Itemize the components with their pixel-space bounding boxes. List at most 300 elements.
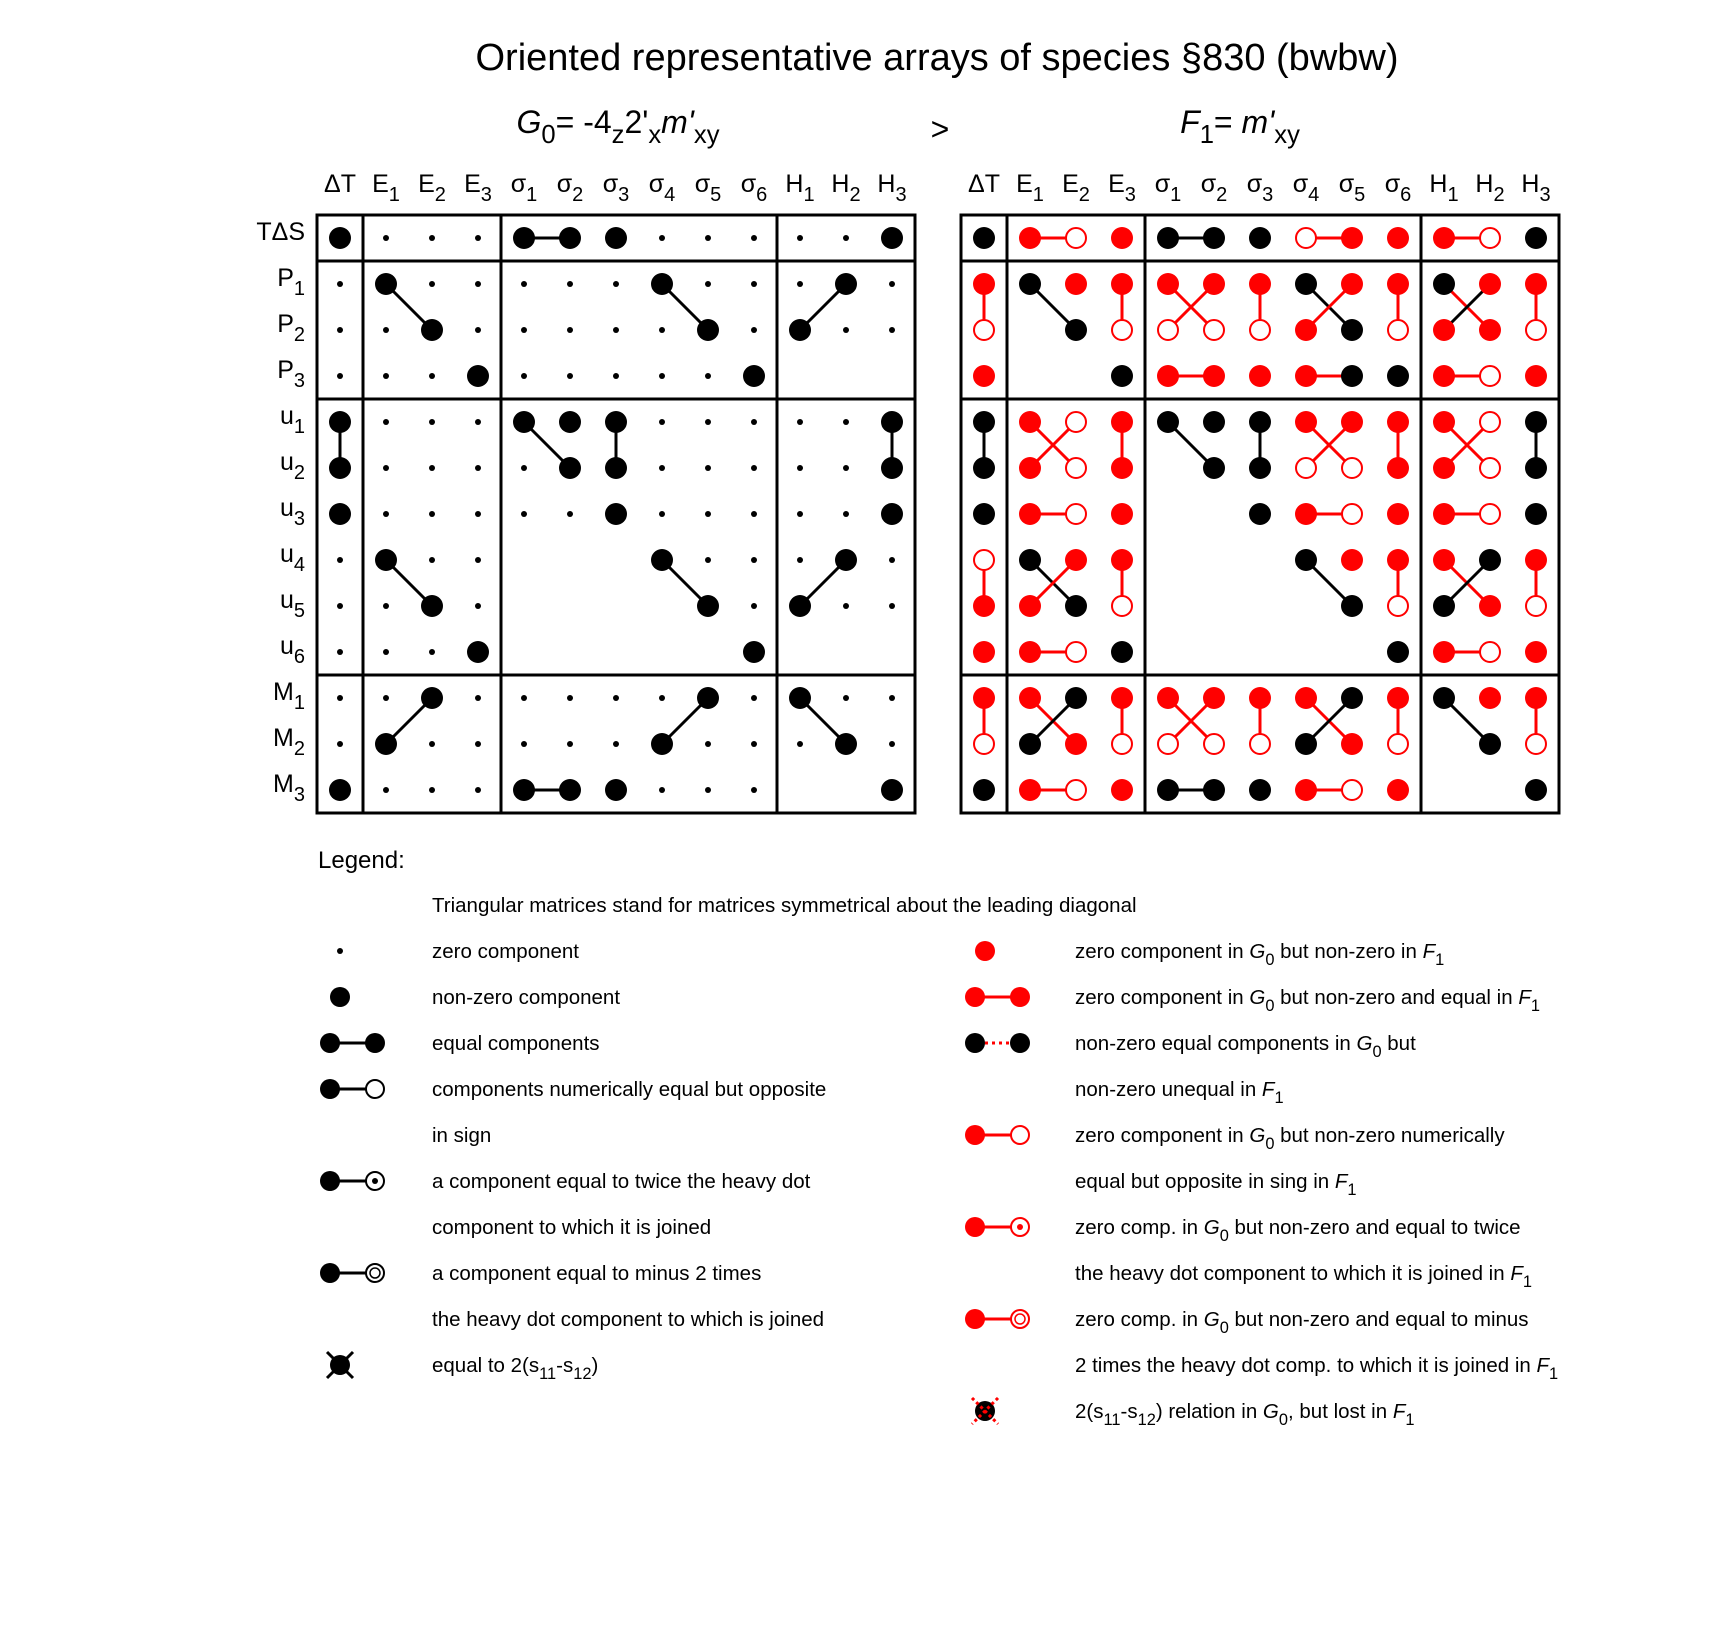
red-open-component-dot <box>1480 366 1500 386</box>
zero-component-dot <box>475 557 481 563</box>
red-open-component-dot <box>1480 228 1500 248</box>
nonzero-component-dot <box>375 733 397 755</box>
red-minus-two-pair-symbol <box>965 1309 1029 1329</box>
zero-component-dot <box>705 281 711 287</box>
zero-component-dot <box>751 465 757 471</box>
zero-component-dot <box>429 741 435 747</box>
zero-component-dot <box>567 511 573 517</box>
red-component-dot <box>1249 365 1271 387</box>
zero-component-dot <box>705 511 711 517</box>
red-open-component-dot <box>1066 458 1086 478</box>
nonzero-component-dot <box>1019 273 1041 295</box>
black-dotted-pair-symbol <box>965 1033 1030 1053</box>
red-component-dot <box>1387 411 1409 433</box>
nonzero-component-dot <box>1295 549 1317 571</box>
red-component-dot <box>1387 273 1409 295</box>
red-component-dot <box>1249 687 1271 709</box>
zero-component-dot <box>705 235 711 241</box>
nonzero-component-dot <box>1249 457 1271 479</box>
zero-component-dot <box>383 695 389 701</box>
nonzero-component-dot <box>1433 595 1455 617</box>
nonzero-component-dot <box>329 779 351 801</box>
red-open-component-dot <box>1204 734 1224 754</box>
red-component-dot <box>1019 227 1041 249</box>
red-component-dot <box>1111 411 1133 433</box>
column-header: $E_3$ <box>1108 170 1136 206</box>
zero-component-dot <box>751 787 757 793</box>
opposite-pair-symbol <box>320 1079 384 1099</box>
red-component-dot <box>1203 273 1225 295</box>
nonzero-component-dot <box>1111 641 1133 663</box>
nonzero-component-dot <box>605 503 627 525</box>
red-component-dot <box>1111 503 1133 525</box>
red-component-dot <box>1387 549 1409 571</box>
nonzero-component-dot <box>835 549 857 571</box>
zero-component-dot <box>383 787 389 793</box>
array-f1 <box>961 170 1559 813</box>
nonzero-component-dot <box>329 503 351 525</box>
red-component-dot <box>1433 641 1455 663</box>
nonzero-component-dot <box>559 227 581 249</box>
column-header: $\sigma_2$ <box>1200 170 1228 206</box>
column-header: $\sigma_3$ <box>602 170 630 206</box>
row-label: $u_5$ <box>279 586 305 622</box>
red-component-dot <box>1341 549 1363 571</box>
zero-component-dot <box>705 465 711 471</box>
column-header: $\sigma_3$ <box>1246 170 1274 206</box>
column-header: ΔT <box>968 170 1000 198</box>
legend-item-text: non-zero unequal in $F_1$ <box>1075 1078 1284 1107</box>
zero-component-dot <box>889 695 895 701</box>
zero-component-dot <box>797 419 803 425</box>
zero-component-dot <box>475 419 481 425</box>
nonzero-component-dot <box>1157 779 1179 801</box>
zero-component-dot <box>337 373 343 379</box>
nonzero-component-dot <box>881 457 903 479</box>
red-open-component-dot <box>1480 504 1500 524</box>
red-opposite-pair-symbol <box>965 1125 1029 1145</box>
red-component-dot <box>1525 641 1547 663</box>
column-header: $\sigma_4$ <box>648 170 676 206</box>
row-label: $P_3$ <box>277 356 305 392</box>
nonzero-component-dot <box>1157 411 1179 433</box>
nonzero-component-dot <box>421 595 443 617</box>
column-header: $\sigma_4$ <box>1292 170 1320 206</box>
zero-component-dot <box>797 511 803 517</box>
red-open-component-dot <box>1388 596 1408 616</box>
zero-component-dot <box>475 603 481 609</box>
nonzero-component-dot <box>421 319 443 341</box>
zero-component-dot <box>337 281 343 287</box>
red-component-dot <box>1157 365 1179 387</box>
nonzero-component-dot <box>559 411 581 433</box>
nonzero-component-dot <box>605 411 627 433</box>
nonzero-component-dot <box>1525 457 1547 479</box>
zero-component-dot <box>429 419 435 425</box>
red-component-dot <box>973 365 995 387</box>
nonzero-component-dot <box>329 411 351 433</box>
zero-component-dot <box>383 235 389 241</box>
zero-component-dot <box>475 465 481 471</box>
nonzero-component-dot <box>697 687 719 709</box>
zero-component-dot <box>567 327 573 333</box>
zero-component-dot <box>567 741 573 747</box>
zero-component-dot <box>613 373 619 379</box>
red-component-dot <box>1387 687 1409 709</box>
red-component-dot <box>1387 779 1409 801</box>
zero-component-dot <box>475 741 481 747</box>
nonzero-component-dot <box>1203 411 1225 433</box>
red-open-component-dot <box>1112 734 1132 754</box>
red-component-dot <box>1019 595 1041 617</box>
red-open-component-dot <box>1066 412 1086 432</box>
zero-component-dot <box>337 741 343 747</box>
zero-component-dot <box>659 419 665 425</box>
zero-component-dot <box>521 741 527 747</box>
legend-item-text: non-zero equal components in $G_0$ but <box>1075 1032 1416 1061</box>
nonzero-component-dot <box>881 503 903 525</box>
red-component-dot <box>1341 411 1363 433</box>
red-component-dot <box>1479 273 1501 295</box>
row-label: $u_1$ <box>279 402 305 438</box>
zero-component-dot <box>751 419 757 425</box>
red-component-dot <box>1249 273 1271 295</box>
red-component-dot <box>1065 273 1087 295</box>
red-component-dot <box>1019 411 1041 433</box>
zero-component-dot <box>613 695 619 701</box>
nonzero-component-dot <box>973 457 995 479</box>
column-header: $H_2$ <box>1475 170 1505 206</box>
zero-component-dot <box>889 557 895 563</box>
column-header: $H_1$ <box>785 170 815 206</box>
zero-component-dot <box>751 741 757 747</box>
red-component-dot <box>1019 641 1041 663</box>
zero-component-dot <box>337 603 343 609</box>
red-component-dot <box>1065 549 1087 571</box>
legend-item-text: the heavy dot component to which it is joined in $F_1$ <box>1075 1262 1532 1291</box>
red-component-dot <box>1157 687 1179 709</box>
row-label: $M_3$ <box>273 770 305 806</box>
row-label: $u_6$ <box>279 632 305 668</box>
red-component-dot <box>973 641 995 663</box>
zero-component-dot <box>521 327 527 333</box>
legend-item-text: $2(s_{11}-s_{12})$ relation in $G_0$, but lost in $F_1$ <box>1075 1400 1415 1429</box>
nonzero-component-dot <box>1295 733 1317 755</box>
red-component-dot <box>1203 365 1225 387</box>
red-open-component-dot <box>974 734 994 754</box>
red-component-dot <box>1111 687 1133 709</box>
zero-component-dot <box>613 327 619 333</box>
group-formula: $G_0= -4_z2'_xm'_{xy}$ <box>516 104 720 149</box>
nonzero-component-dot <box>651 273 673 295</box>
column-header: $E_2$ <box>418 170 446 206</box>
nonzero-component-dot <box>651 549 673 571</box>
column-header: $E_1$ <box>1016 170 1044 206</box>
zero-component-dot <box>843 235 849 241</box>
group-formula: $F_1= m'_{xy}$ <box>1180 104 1300 149</box>
red-dot-symbol <box>975 941 995 961</box>
zero-component-dot <box>797 281 803 287</box>
red-component-dot <box>1479 687 1501 709</box>
nonzero-component-dot <box>375 273 397 295</box>
nonzero-component-dot <box>789 595 811 617</box>
column-header: $\sigma_2$ <box>556 170 584 206</box>
zero-component-dot <box>659 373 665 379</box>
zero-component-dot <box>429 281 435 287</box>
nonzero-component-dot <box>513 779 535 801</box>
legend-note: Triangular matrices stand for matrices symmetrical about the leading diagonal <box>432 894 1137 917</box>
red-component-dot <box>1479 595 1501 617</box>
nonzero-component-dot <box>375 549 397 571</box>
nonzero-component-dot <box>1065 319 1087 341</box>
zero-component-dot <box>429 649 435 655</box>
nonzero-component-dot <box>1479 733 1501 755</box>
nonzero-component-dot <box>1295 273 1317 295</box>
nonzero-component-dot <box>1433 687 1455 709</box>
nonzero-component-dot <box>835 733 857 755</box>
zero-component-dot <box>843 603 849 609</box>
red-component-dot <box>1295 779 1317 801</box>
zero-component-dot <box>613 741 619 747</box>
red-component-dot <box>1433 227 1455 249</box>
legend-heading: Legend: <box>318 847 405 874</box>
nonzero-component-dot <box>467 641 489 663</box>
red-open-component-dot <box>1388 320 1408 340</box>
red-component-dot <box>1019 687 1041 709</box>
nonzero-component-dot <box>1525 227 1547 249</box>
zero-component-dot <box>705 787 711 793</box>
nonzero-component-dot <box>1203 457 1225 479</box>
zero-component-dot <box>659 465 665 471</box>
right-group-label <box>1180 104 1300 149</box>
zero-component-dot <box>889 603 895 609</box>
red-open-component-dot <box>1066 228 1086 248</box>
zero-component-dot <box>429 373 435 379</box>
zero-component-dot <box>889 327 895 333</box>
nonzero-component-dot <box>1249 411 1271 433</box>
zero-component-dot <box>843 419 849 425</box>
zero-component-dot <box>843 695 849 701</box>
zero-component-dot <box>429 557 435 563</box>
red-component-dot <box>1295 411 1317 433</box>
column-header: $\sigma_1$ <box>1154 170 1182 206</box>
nonzero-component-dot <box>1065 687 1087 709</box>
red-component-dot <box>1387 503 1409 525</box>
nonzero-component-dot <box>973 411 995 433</box>
zero-component-dot <box>613 281 619 287</box>
twice-pair-symbol <box>320 1171 384 1191</box>
nonzero-component-dot <box>1249 227 1271 249</box>
red-open-component-dot <box>1066 642 1086 662</box>
nonzero-component-dot <box>697 595 719 617</box>
zero-component-dot <box>475 281 481 287</box>
red-open-component-dot <box>1158 734 1178 754</box>
zero-component-dot <box>521 373 527 379</box>
relation-symbol: > <box>930 111 950 147</box>
nonzero-component-dot <box>513 411 535 433</box>
red-component-dot <box>1387 227 1409 249</box>
zero-component-dot <box>659 327 665 333</box>
legend <box>318 847 1558 1429</box>
red-component-dot <box>1019 779 1041 801</box>
zero-component-dot <box>705 419 711 425</box>
nonzero-component-dot <box>559 779 581 801</box>
nonzero-component-dot <box>1525 411 1547 433</box>
nonzero-component-dot <box>697 319 719 341</box>
zero-component-dot <box>843 511 849 517</box>
zero-component-dot <box>797 557 803 563</box>
legend-item-text: a component equal to twice the heavy dot <box>432 1170 811 1193</box>
red-component-dot <box>1525 273 1547 295</box>
red-component-dot <box>1111 273 1133 295</box>
nonzero-component-dot <box>605 227 627 249</box>
zero-component-dot <box>659 511 665 517</box>
zero-component-dot <box>843 465 849 471</box>
zero-component-dot <box>383 419 389 425</box>
zero-component-dot <box>429 235 435 241</box>
nonzero-component-dot <box>513 227 535 249</box>
red-component-dot <box>1433 503 1455 525</box>
legend-item-text: zero comp. in $G_0$ but non-zero and equal to minus <box>1075 1308 1529 1337</box>
nonzero-component-dot <box>1341 365 1363 387</box>
zero-component-dot <box>429 465 435 471</box>
legend-item-text: components numerically equal but opposite <box>432 1078 827 1101</box>
legend-item-text: in sign <box>432 1124 492 1147</box>
nonzero-component-dot <box>973 779 995 801</box>
zero-component-dot <box>521 281 527 287</box>
zero-component-dot <box>797 465 803 471</box>
nonzero-component-dot <box>1525 503 1547 525</box>
nonzero-component-dot <box>1203 779 1225 801</box>
red-open-component-dot <box>1066 780 1086 800</box>
nonzero-component-dot <box>1479 549 1501 571</box>
zero-component-dot <box>567 281 573 287</box>
red-open-component-dot <box>1480 412 1500 432</box>
legend-item-text: zero component in $G_0$ but non-zero numerically <box>1075 1124 1505 1153</box>
red-open-component-dot <box>1526 734 1546 754</box>
red-component-dot <box>1203 687 1225 709</box>
column-header: $H_3$ <box>1521 170 1551 206</box>
nonzero-component-dot <box>1249 779 1271 801</box>
nonzero-component-dot <box>881 411 903 433</box>
zero-component-dot <box>567 373 573 379</box>
zero-component-dot <box>751 511 757 517</box>
column-header: $H_2$ <box>831 170 861 206</box>
red-component-dot <box>1157 273 1179 295</box>
zero-component-dot <box>751 557 757 563</box>
red-open-component-dot <box>1204 320 1224 340</box>
red-open-component-dot <box>1342 504 1362 524</box>
zero-component-dot <box>659 235 665 241</box>
zero-component-dot <box>705 373 711 379</box>
legend-item-text: non-zero component <box>432 986 621 1009</box>
zero-component-dot <box>383 511 389 517</box>
red-component-dot <box>1433 411 1455 433</box>
zero-component-dot <box>521 695 527 701</box>
red-cross-dot-symbol <box>972 1398 998 1424</box>
legend-item-text: component to which it is joined <box>432 1216 712 1239</box>
column-header: $\sigma_5$ <box>1338 170 1366 206</box>
red-open-component-dot <box>1066 504 1086 524</box>
zero-component-dot <box>383 465 389 471</box>
zero-component-dot <box>705 557 711 563</box>
zero-component-dot <box>383 649 389 655</box>
red-component-dot <box>1111 227 1133 249</box>
nonzero-component-dot <box>1387 365 1409 387</box>
nonzero-component-dot <box>973 503 995 525</box>
array-g0 <box>256 170 915 813</box>
zero-component-dot <box>889 741 895 747</box>
zero-component-dot <box>337 695 343 701</box>
zero-component-dot <box>337 557 343 563</box>
red-equal-pair-symbol <box>965 987 1030 1007</box>
zero-component-dot <box>797 235 803 241</box>
red-component-dot <box>1019 457 1041 479</box>
red-open-component-dot <box>1112 320 1132 340</box>
red-component-dot <box>1387 457 1409 479</box>
nonzero-component-dot <box>605 457 627 479</box>
red-open-component-dot <box>1296 228 1316 248</box>
nonzero-component-dot <box>1433 273 1455 295</box>
nonzero-component-dot <box>329 227 351 249</box>
small-dot-symbol <box>337 948 343 954</box>
column-header: $\sigma_5$ <box>694 170 722 206</box>
nonzero-component-dot <box>1341 687 1363 709</box>
zero-component-dot <box>659 787 665 793</box>
red-component-dot <box>1341 733 1363 755</box>
column-header: $E_1$ <box>372 170 400 206</box>
red-component-dot <box>1111 549 1133 571</box>
red-component-dot <box>1341 273 1363 295</box>
legend-item-text: the heavy dot component to which is joined <box>432 1308 825 1331</box>
red-component-dot <box>1111 779 1133 801</box>
zero-component-dot <box>797 741 803 747</box>
red-open-component-dot <box>1250 320 1270 340</box>
zero-component-dot <box>337 327 343 333</box>
red-open-component-dot <box>1342 780 1362 800</box>
column-header: $\sigma_1$ <box>510 170 538 206</box>
red-open-component-dot <box>974 320 994 340</box>
legend-item-text: zero component in $G_0$ but non-zero in $F_1$ <box>1075 940 1445 969</box>
zero-component-dot <box>475 511 481 517</box>
red-component-dot <box>973 273 995 295</box>
column-header: $\sigma_6$ <box>1384 170 1412 206</box>
nonzero-component-dot <box>467 365 489 387</box>
zero-component-dot <box>429 511 435 517</box>
zero-component-dot <box>659 695 665 701</box>
diagram-title: Oriented representative arrays of species §830 (bwbw) <box>475 37 1399 79</box>
red-component-dot <box>1295 319 1317 341</box>
red-open-component-dot <box>1526 596 1546 616</box>
red-component-dot <box>1065 733 1087 755</box>
nonzero-component-dot <box>881 779 903 801</box>
nonzero-component-dot <box>1019 549 1041 571</box>
zero-component-dot <box>751 281 757 287</box>
red-component-dot <box>1295 365 1317 387</box>
legend-item-text: zero comp. in $G_0$ but non-zero and equal to twice <box>1075 1216 1521 1245</box>
legend-item-text: equal to $2(s_{11}-s_{12})$ <box>432 1354 599 1383</box>
nonzero-component-dot <box>743 365 765 387</box>
red-component-dot <box>1525 365 1547 387</box>
red-open-component-dot <box>1296 458 1316 478</box>
nonzero-component-dot <box>1111 365 1133 387</box>
nonzero-component-dot <box>1019 733 1041 755</box>
zero-component-dot <box>475 327 481 333</box>
zero-component-dot <box>429 787 435 793</box>
red-open-component-dot <box>974 550 994 570</box>
red-component-dot <box>1433 457 1455 479</box>
big-dot-symbol <box>330 987 350 1007</box>
